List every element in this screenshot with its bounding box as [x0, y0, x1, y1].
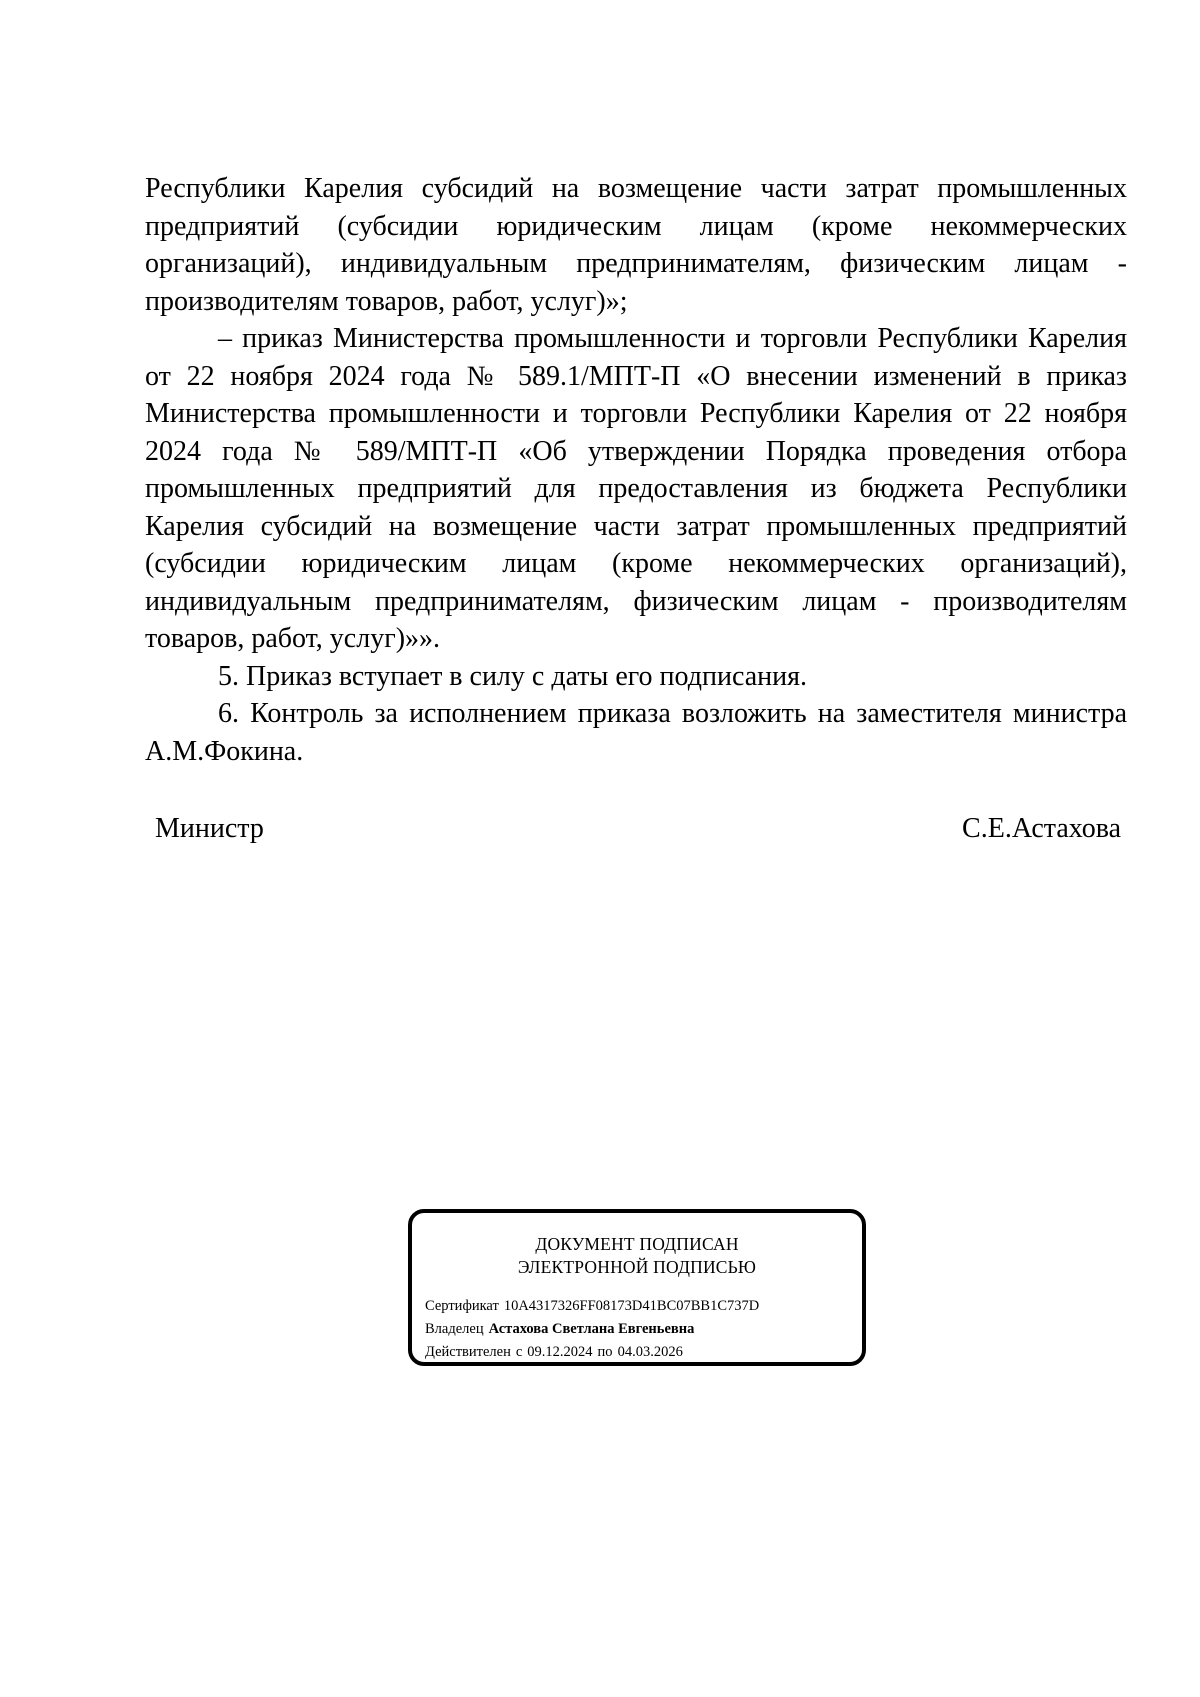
paragraph-continuation: Республики Карелия субсидий на возмещение части затрат промышленных предприятий (субсидии юридическим лицам (кроме некоммерческих организаций), индивидуальным предпринимателям, физическим лицам - производителям товаров, работ, услуг)»; [145, 173, 1127, 317]
stamp-owner-line [425, 1318, 759, 1341]
paragraph-order-item: – приказ Министерства промышленности и торговли Республики Карелия от 22 ноября 2024 года № 589.1/МПТ-П «О внесении изменений в приказ Министерства промышленности и торговли Республики Карелия от 22 ноября 2024 года № 589/МПТ-П «Об утверждении Порядка проведения отбора промышленных предприятий для предоставления из бюджета Республики Карелия субсидий на возмещение части затрат промышленных предприятий (субсидии юридическим лицам (кроме некоммерческих организаций), индивидуальным предпринимателям, физическим лицам - производителям товаров, работ, услуг)»». [145, 323, 1127, 654]
paragraph-item-5: 5. Приказ вступает в силу с даты его подписания. [218, 660, 807, 692]
signatory-position: Министр [155, 813, 264, 844]
stamp-title-line-2: ЭЛЕКТРОННОЙ ПОДПИСЬЮ [517, 1257, 757, 1277]
stamp-validity-line [425, 1341, 759, 1364]
stamp-certificate-line [425, 1295, 759, 1318]
valid-from-date: 09.12.2024 [527, 1344, 593, 1360]
certificate-value: 10A4317326FF08173D41BC07BB1C737D [503, 1298, 760, 1314]
signature-block [155, 810, 1121, 848]
paragraph-item-6: 6. Контроль за исполнением приказа возложить на заместителя министра А.М.Фокина. [145, 698, 1127, 767]
stamp-title [412, 1233, 862, 1279]
document-body [145, 170, 1127, 770]
owner-label: Владелец [425, 1321, 484, 1337]
electronic-signature-stamp [408, 1209, 866, 1366]
valid-to-date: 04.03.2026 [617, 1344, 683, 1360]
stamp-details [425, 1295, 759, 1364]
owner-value: Астахова Светлана Евгеньевна [488, 1321, 695, 1337]
valid-label: Действителен [425, 1344, 511, 1360]
certificate-label: Сертификат [425, 1298, 499, 1314]
valid-to-prefix: по [597, 1344, 613, 1360]
valid-from-prefix: с [515, 1344, 523, 1360]
signatory-name: С.Е.Астахова [962, 813, 1121, 844]
stamp-title-line-1: ДОКУМЕНТ ПОДПИСАН [535, 1234, 739, 1254]
